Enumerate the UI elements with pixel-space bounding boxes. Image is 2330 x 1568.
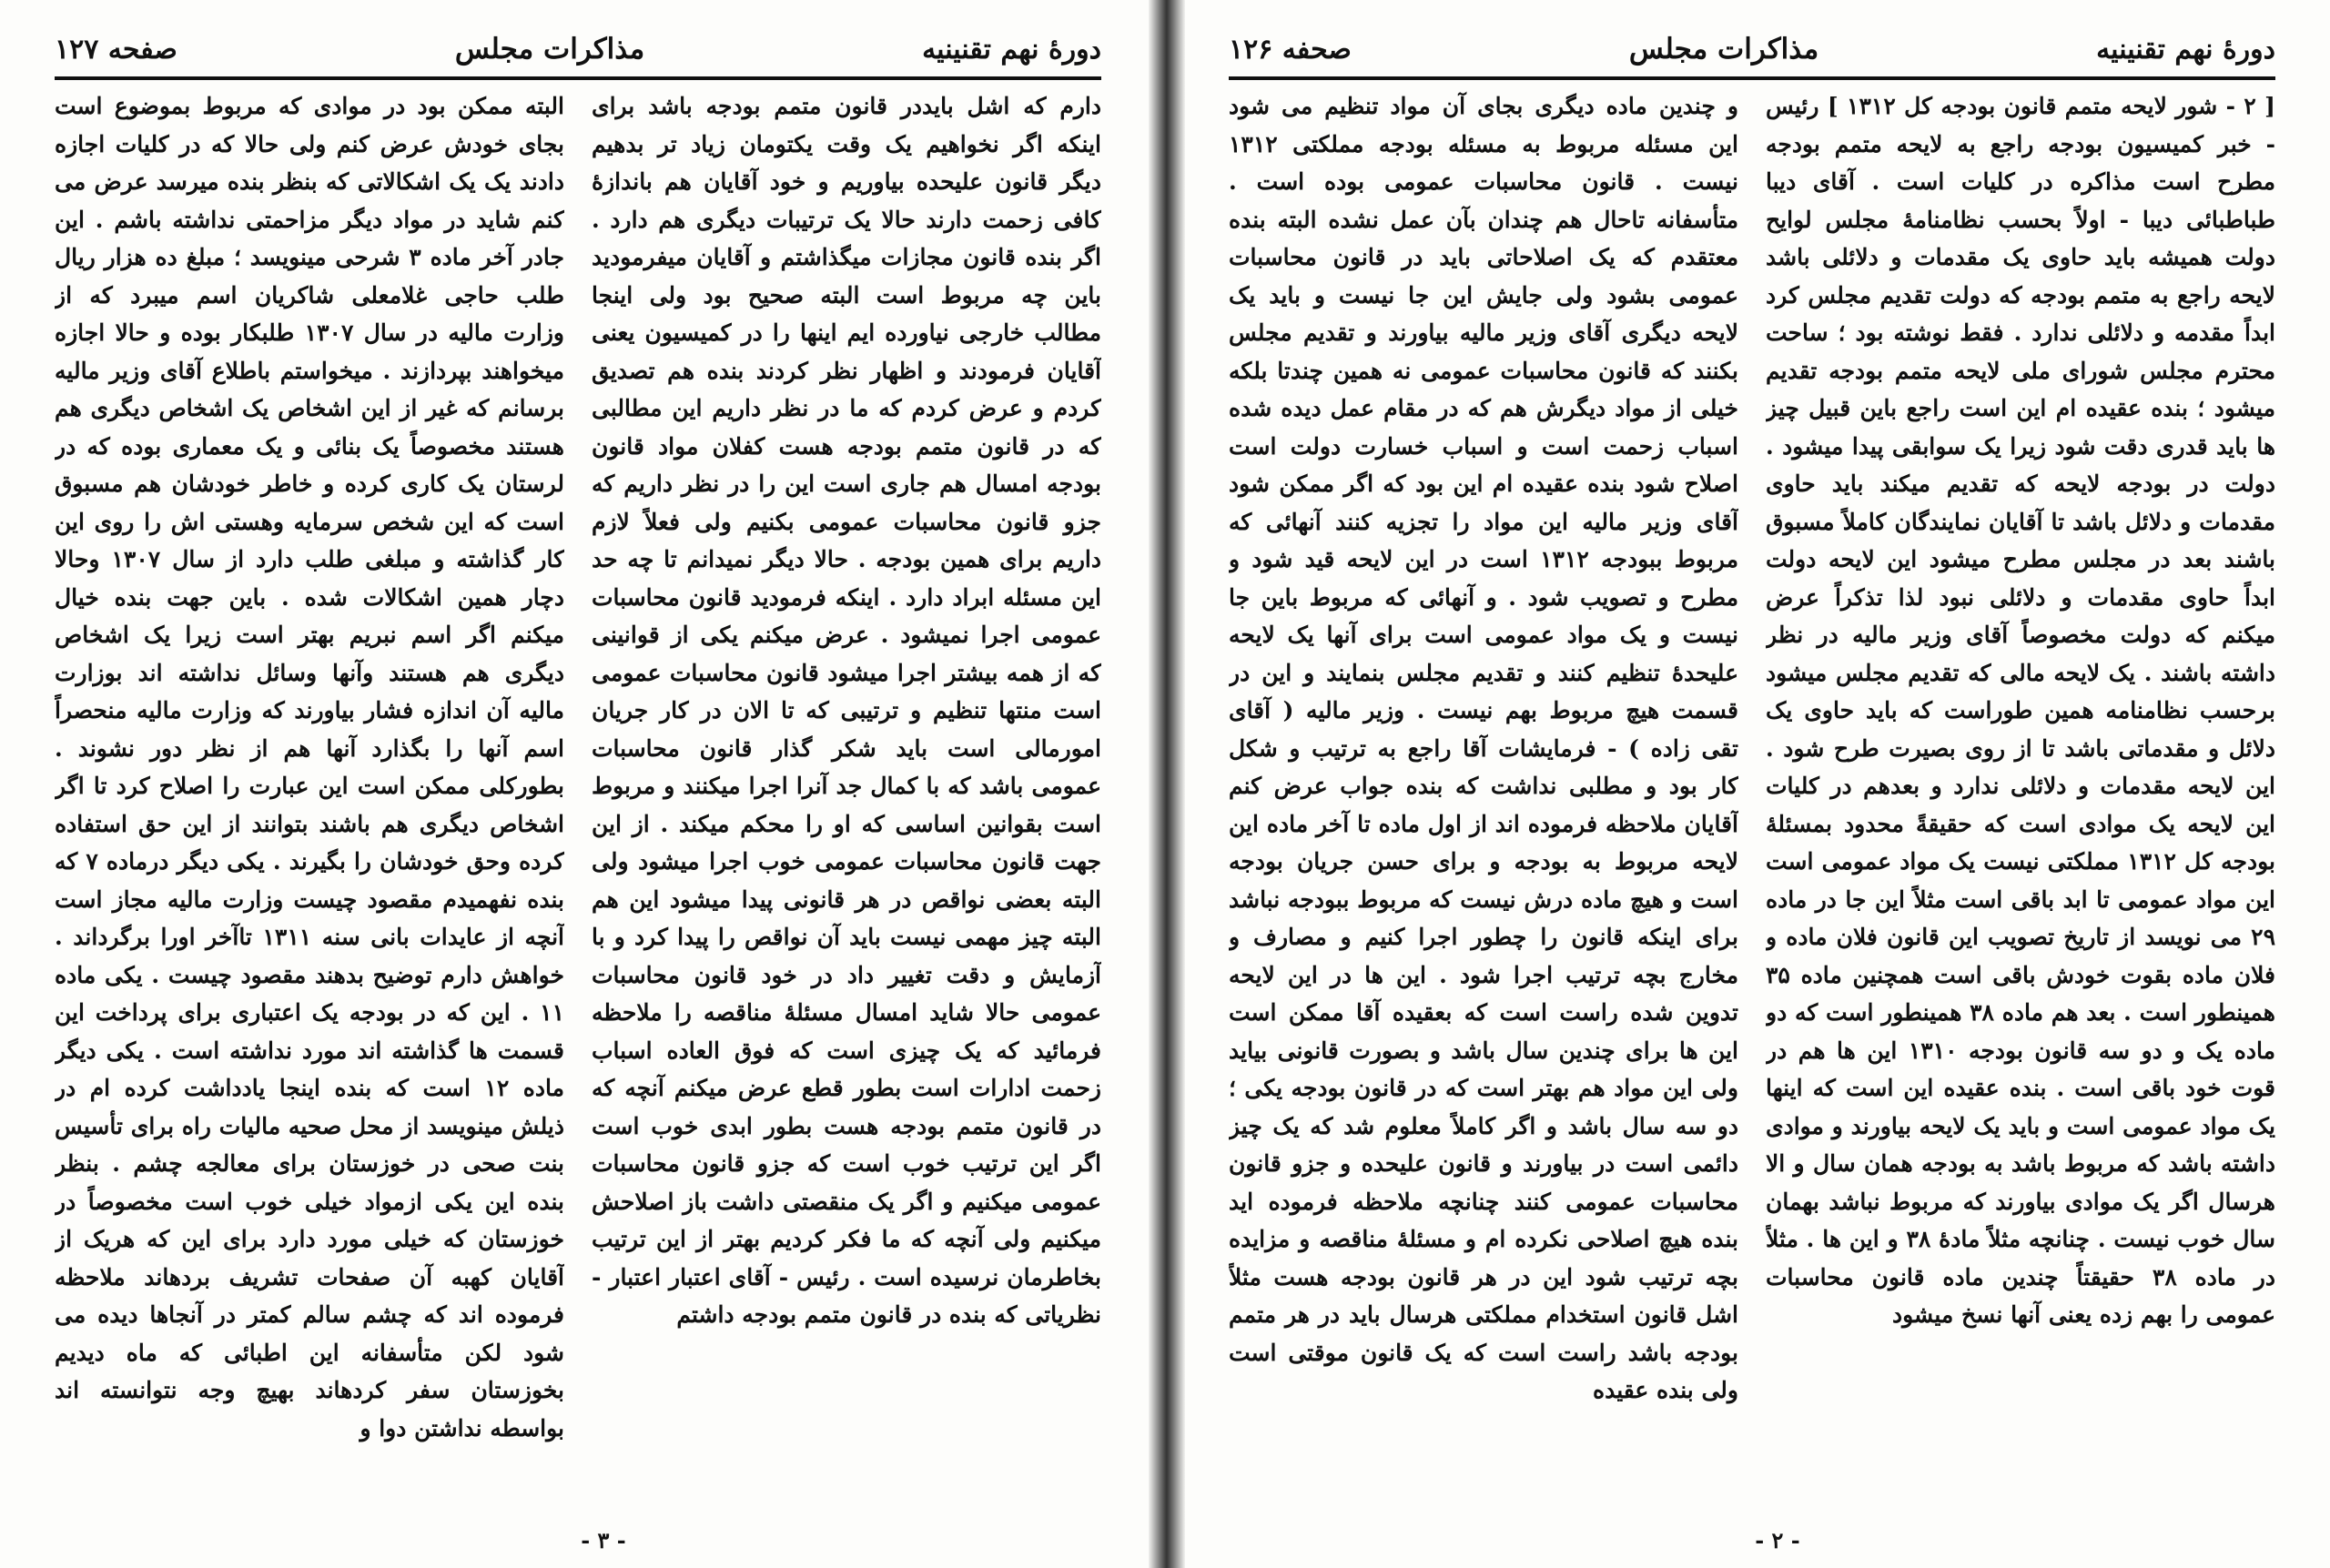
text-columns — [1229, 87, 2275, 1513]
left-page — [0, 0, 1156, 1568]
header-title: مذاکرات مجلس — [454, 33, 645, 66]
page-number-label: صحفه ۱۲۶ — [1229, 33, 1352, 66]
book-gutter — [1149, 0, 1185, 1568]
term-label: دورهٔ نهم تقنینیه — [2096, 33, 2275, 66]
column-text: و چندین ماده دیگری بجای آن مواد تنظیم می شود این مسئله مربوط به مسئله بودجه مملکتی ۱۳۱۲ نیست . قانون محاسبات عمومی بوده است . متأسفانه تاحال هم چندان بآن عمل نشده البته بنده معتقدم که یک اصلاحاتی باید در قانون محاسبات عمومی بشود ولی جایش این جا نیست و باید یک لایحه دیگری آقای وزیر مالیه بیاورند و تقدیم مجلس بکنند که قانون محاسبات عمومی نه همین چندتا بلکه خیلی از مواد دیگرش هم که در مقام عمل دیده شده اسباب زحمت است و اسباب خسارت دولت است اصلاح شود بنده عقیده ام این بود که اگر ممکن شود آقای وزیر مالیه این مواد را تجزیه کنند آنهائی که مربوط ببودجه ۱۳۱۲ است در این لایحه قید شود و مطرح و تصویب شود . و آنهائی که مربوط باین جا نیست و یک مواد عمومی است برای آنها یک لایحه علیحدهٔ تنظیم کنند و تقدیم مجلس بنمایند و این در قسمت هیچ مربوط بهم نیست . وزیر مالیه ( آقای تقی زاده ) - فرمایشات آقا راجع به ترتیب و شکل کار بود و مطلبی نداشت که بنده جواب عرض کنم آقایان ملاحظه فرموده اند از اول ماده تا آخر ماده این لایحه مربوط به بودجه و برای حسن جریان بودجه است و هیچ ماده درش نیست که مربوط ببودجه نباشد برای اینکه قانون را چطور اجرا کنیم و مصارف و مخارج بچه ترتیب اجرا شود . این ها در این لایحه تدوین شده راست است که بعقیده آقا ممکن است این ها برای چندین سال باشد و بصورت قانونی بیاید ولی این مواد هم بهتر است که در قانون بودجه یکی ؛ دو سه سال باشد و اگر کاملاً معلوم شد که یک چیز دائمی است در بیاورند و قانون علیحده و جزو قانون محاسبات عمومی کنند چنانچه ملاحظه فرموده اید بنده هیچ اصلاحی نکرده ام و مسئلهٔ مناقصه و مزایده بچه ترتیب شود این در هر قانون بودجه هست مثلاً اشل قانون استخدام مملکتی هرسال باید در هر متمم بودجه باشد راست است که یک قانون موقتی است ولی بنده عقیده — [1229, 93, 1738, 1403]
column-text: [ ۲ - شور لایحه متمم قانون بودجه کل ۱۳۱۲ ] رئیس - خبر کمیسیون بودجه راجع به لایحه متمم بودجه مطرح است مذاکره در کلیات است . آقای دیبا طباطبائی دیبا - اولاً بحسب نظامنامهٔ مجلس لوایح دولت همیشه باید حاوی یک مقدمات و دلائلی باشد لایحه راجع به متمم بودجه که دولت تقدیم مجلس کرد ابداً مقدمه و دلائلی ندارد . فقط نوشته بود ؛ ساحت محترم مجلس شورای ملی لایحه متمم بودجه تقدیم میشود ؛ بنده عقیده ام این است راجع باین قبیل چیز ها باید قدری دقت شود زیرا یک سوابقی پیدا میشود . دولت در بودجه لایحه که تقدیم میکند باید حاوی مقدمات و دلائل باشد تا آقایان نمایندگان کاملاً مسبوق باشند بعد در مجلس مطرح میشود این لایحه دولت ابداً حاوی مقدمات و دلائلی نبود لذا تذکراً عرض میکنم که دولت مخصوصاً آقای وزیر مالیه در نظر داشته باشند . یک لایحه مالی که تقدیم مجلس میشود برحسب نظامنامه همین طوراست که باید حاوی یک دلائل و مقدماتی باشد تا از روی بصیرت طرح شود . این لایحه مقدمات و دلائلی ندارد و بعدهم در کلیات این لایحه یک موادی است که حقیقةً محدود بمسئلهٔ بودجه کل ۱۳۱۲ مملکتی نیست یک مواد عمومی است این مواد عمومی تا ابد باقی است مثلاً این جا در ماده ۲۹ می نویسد از تاریخ تصویب این قانون فلان ماده و فلان ماده بقوت خودش باقی است همچنین ماده ۳۵ همینطور است . بعد هم ماده ۳۸ همینطور است که دو ماده یک و دو سه قانون بودجه ۱۳۱۰ این ها هم در قوت خود باقی است . بنده عقیده این است که اینها یک مواد عمومی است و باید یک لایحه بیاورند و موادی داشته باشد که مربوط باشد به بودجه همان سال و الا هرسال اگر یک موادی بیاورند که مربوط نباشد بهمان سال خوب نیست . چنانچه مثلاً مادهٔ ۳۸ و این ها . مثلاً در ماده ۳۸ حقیقتاً چندین ماده قانون محاسبات عمومی را بهم زده یعنی آنها نسخ میشود — [1766, 93, 2275, 1328]
page-folio: - ۳ - — [581, 1527, 626, 1553]
text-column-left — [55, 87, 564, 1513]
page-number-label: صفحه ۱۲۷ — [55, 33, 177, 66]
term-label: دورهٔ نهم تقنینیه — [922, 33, 1101, 66]
header-title: مذاکرات مجلس — [1628, 33, 1819, 66]
page-header — [1229, 25, 2275, 73]
column-text: البته ممکن بود در موادی که مربوط بموضوع است بجای خودش عرض کنم ولی حالا که در کلیات اجازه دادند یک یک اشکالاتی که بنظر بنده میرسد عرض می کنم شاید در مواد دیگر مزاحمتی نداشته باشم . این جادر آخر ماده ۳ شرحی مینویسد ؛ مبلغ ده هزار ریال طلب حاجی غلامعلی شاکریان اسم میبرد که از وزارت مالیه در سال ۱۳۰۷ طلبکار بوده و حالا اجازه میخواهند بپردازند . میخواستم باطلاع آقای وزیر مالیه برسانم که غیر از این اشخاص یک اشخاص دیگری هم هستند مخصوصاً یک بنائی و یک معماری بوده که در لرستان یک کاری کرده و خاطر خودشان هم مسبوق است که این شخص سرمایه وهستی اش را روی این کار گذاشته و مبلغی طلب دارد از سال ۱۳۰۷ وحالا دچار همین اشکالات شده . باین جهت بنده خیال میکنم اگر اسم نبریم بهتر است زیرا یک اشخاص دیگری هم هستند وآنها وسائل نداشته اند بوزارت مالیه آن اندازه فشار بیاورند که وزارت مالیه منحصراً اسم آنها را بگذارد آنها هم از نظر دور نشوند . بطورکلی ممکن است این عبارت را اصلاح کرد تا اگر اشخاص دیگری هم باشند بتوانند از این حق استفاده کرده وحق خودشان را بگیرند . یکی دیگر درماده ۷ که بنده نفهمیدم مقصود چیست وزارت مالیه مجاز است آنچه از عایدات بانی سنه ۱۳۱۱ تاآخر اورا برگرداند . خواهش دارم توضیح بدهند مقصود چیست . یکی ماده ۱۱ . این که در بودجه یک اعتباری برای پرداخت این قسمت ها گذاشته اند مورد نداشته است . یکی دیگر ماده ۱۲ است که بنده اینجا یادداشت کرده ام در ذیلش مینویسد از محل صحیه مالیات راه برای تأسیس بنت صحی در خوزستان برای معالجه چشم . بنظر بنده این یکی ازمواد خیلی خوب است مخصوصاً در خوزستان که خیلی مورد دارد برای این که هریک از آقایان کهبه آن صفحات تشریف بردهاند ملاحظه فرموده اند که چشم سالم کمتر در آنجاها دیده می شود لکن متأسفانه این اطبائی که ماه دیدیم بخوزستان سفر کردهاند بهیچ وجه نتوانسته اند بواسطه نداشتن دوا و — [55, 93, 564, 1442]
text-columns — [55, 87, 1101, 1513]
header-rule — [1229, 76, 2275, 80]
header-rule — [55, 76, 1101, 80]
text-column-right — [1766, 87, 2275, 1513]
page-folio: - ۲ - — [1755, 1527, 1800, 1553]
text-column-left — [1229, 87, 1738, 1513]
page-header — [55, 25, 1101, 73]
right-page — [1174, 0, 2330, 1568]
column-text: دارم که اشل بایددر قانون متمم بودجه باشد برای اینکه اگر نخواهیم یک وقت یکتومان زیاد تر بدهیم دیگر قانون علیحده بیاوریم و خود آقایان هم باندازهٔ کافی زحمت دارند حالا یک ترتیبات دیگری هم دارد . اگر بنده قانون مجازات میگذاشتم و آقایان میفرمودید باین چه مربوط است البته صحیح بود ولی اینجا مطالب خارجی نیاورده ایم اینها را در کمیسیون یعنی آقایان فرمودند و اظهار نظر کردند بنده هم تصدیق کردم و عرض کردم که ما در نظر داریم این مطالبی که در قانون متمم بودجه هست کفلان مواد قانون بودجه امسال هم جاری است این را در نظر داریم که جزو قانون محاسبات عمومی بکنیم ولی فعلاً لازم داریم برای همین بودجه . حالا دیگر نمیدانم تا چه حد این مسئله ابراد دارد . اینکه فرمودید قانون محاسبات عمومی اجرا نمیشود . عرض میکنم یکی از قوانینی که از همه بیشتر اجرا میشود قانون محاسبات عمومی است منتها تنظیم و ترتیبی که تا الان در کار جریان امورمالی است باید شکر گذار قانون محاسبات عمومی باشد که با کمال جد آنرا اجرا میکنند و مربوط است بقوانین اساسی که او را محکم میکند . از این جهت قانون محاسبات عمومی خوب اجرا میشود ولی البته بعضی نواقص در هر قانونی پیدا میشود این هم البته چیز مهمی نیست باید آن نواقص را پیدا کرد و با آزمایش و دقت تغییر داد در خود قانون محاسبات عمومی حالا شاید امسال مسئلهٔ مناقصه را ملاحظه فرمائید که یک چیزی است که فوق العاده اسباب زحمت ادارات است بطور قطع عرض میکنم آنچه که در قانون متمم بودجه هست بطور ابدی خوب است اگر این ترتیب خوب است که جزو قانون محاسبات عمومی میکنیم و اگر یک منقصتی داشت باز اصلاحش میکنیم ولی آنچه که ما فکر کردیم بهتر از این ترتیب بخاطرمان نرسیده است . رئیس - آقای اعتبار اعتبار - نظریاتی که بنده در قانون متمم بودجه داشتم — [592, 93, 1101, 1328]
text-column-right — [592, 87, 1101, 1513]
